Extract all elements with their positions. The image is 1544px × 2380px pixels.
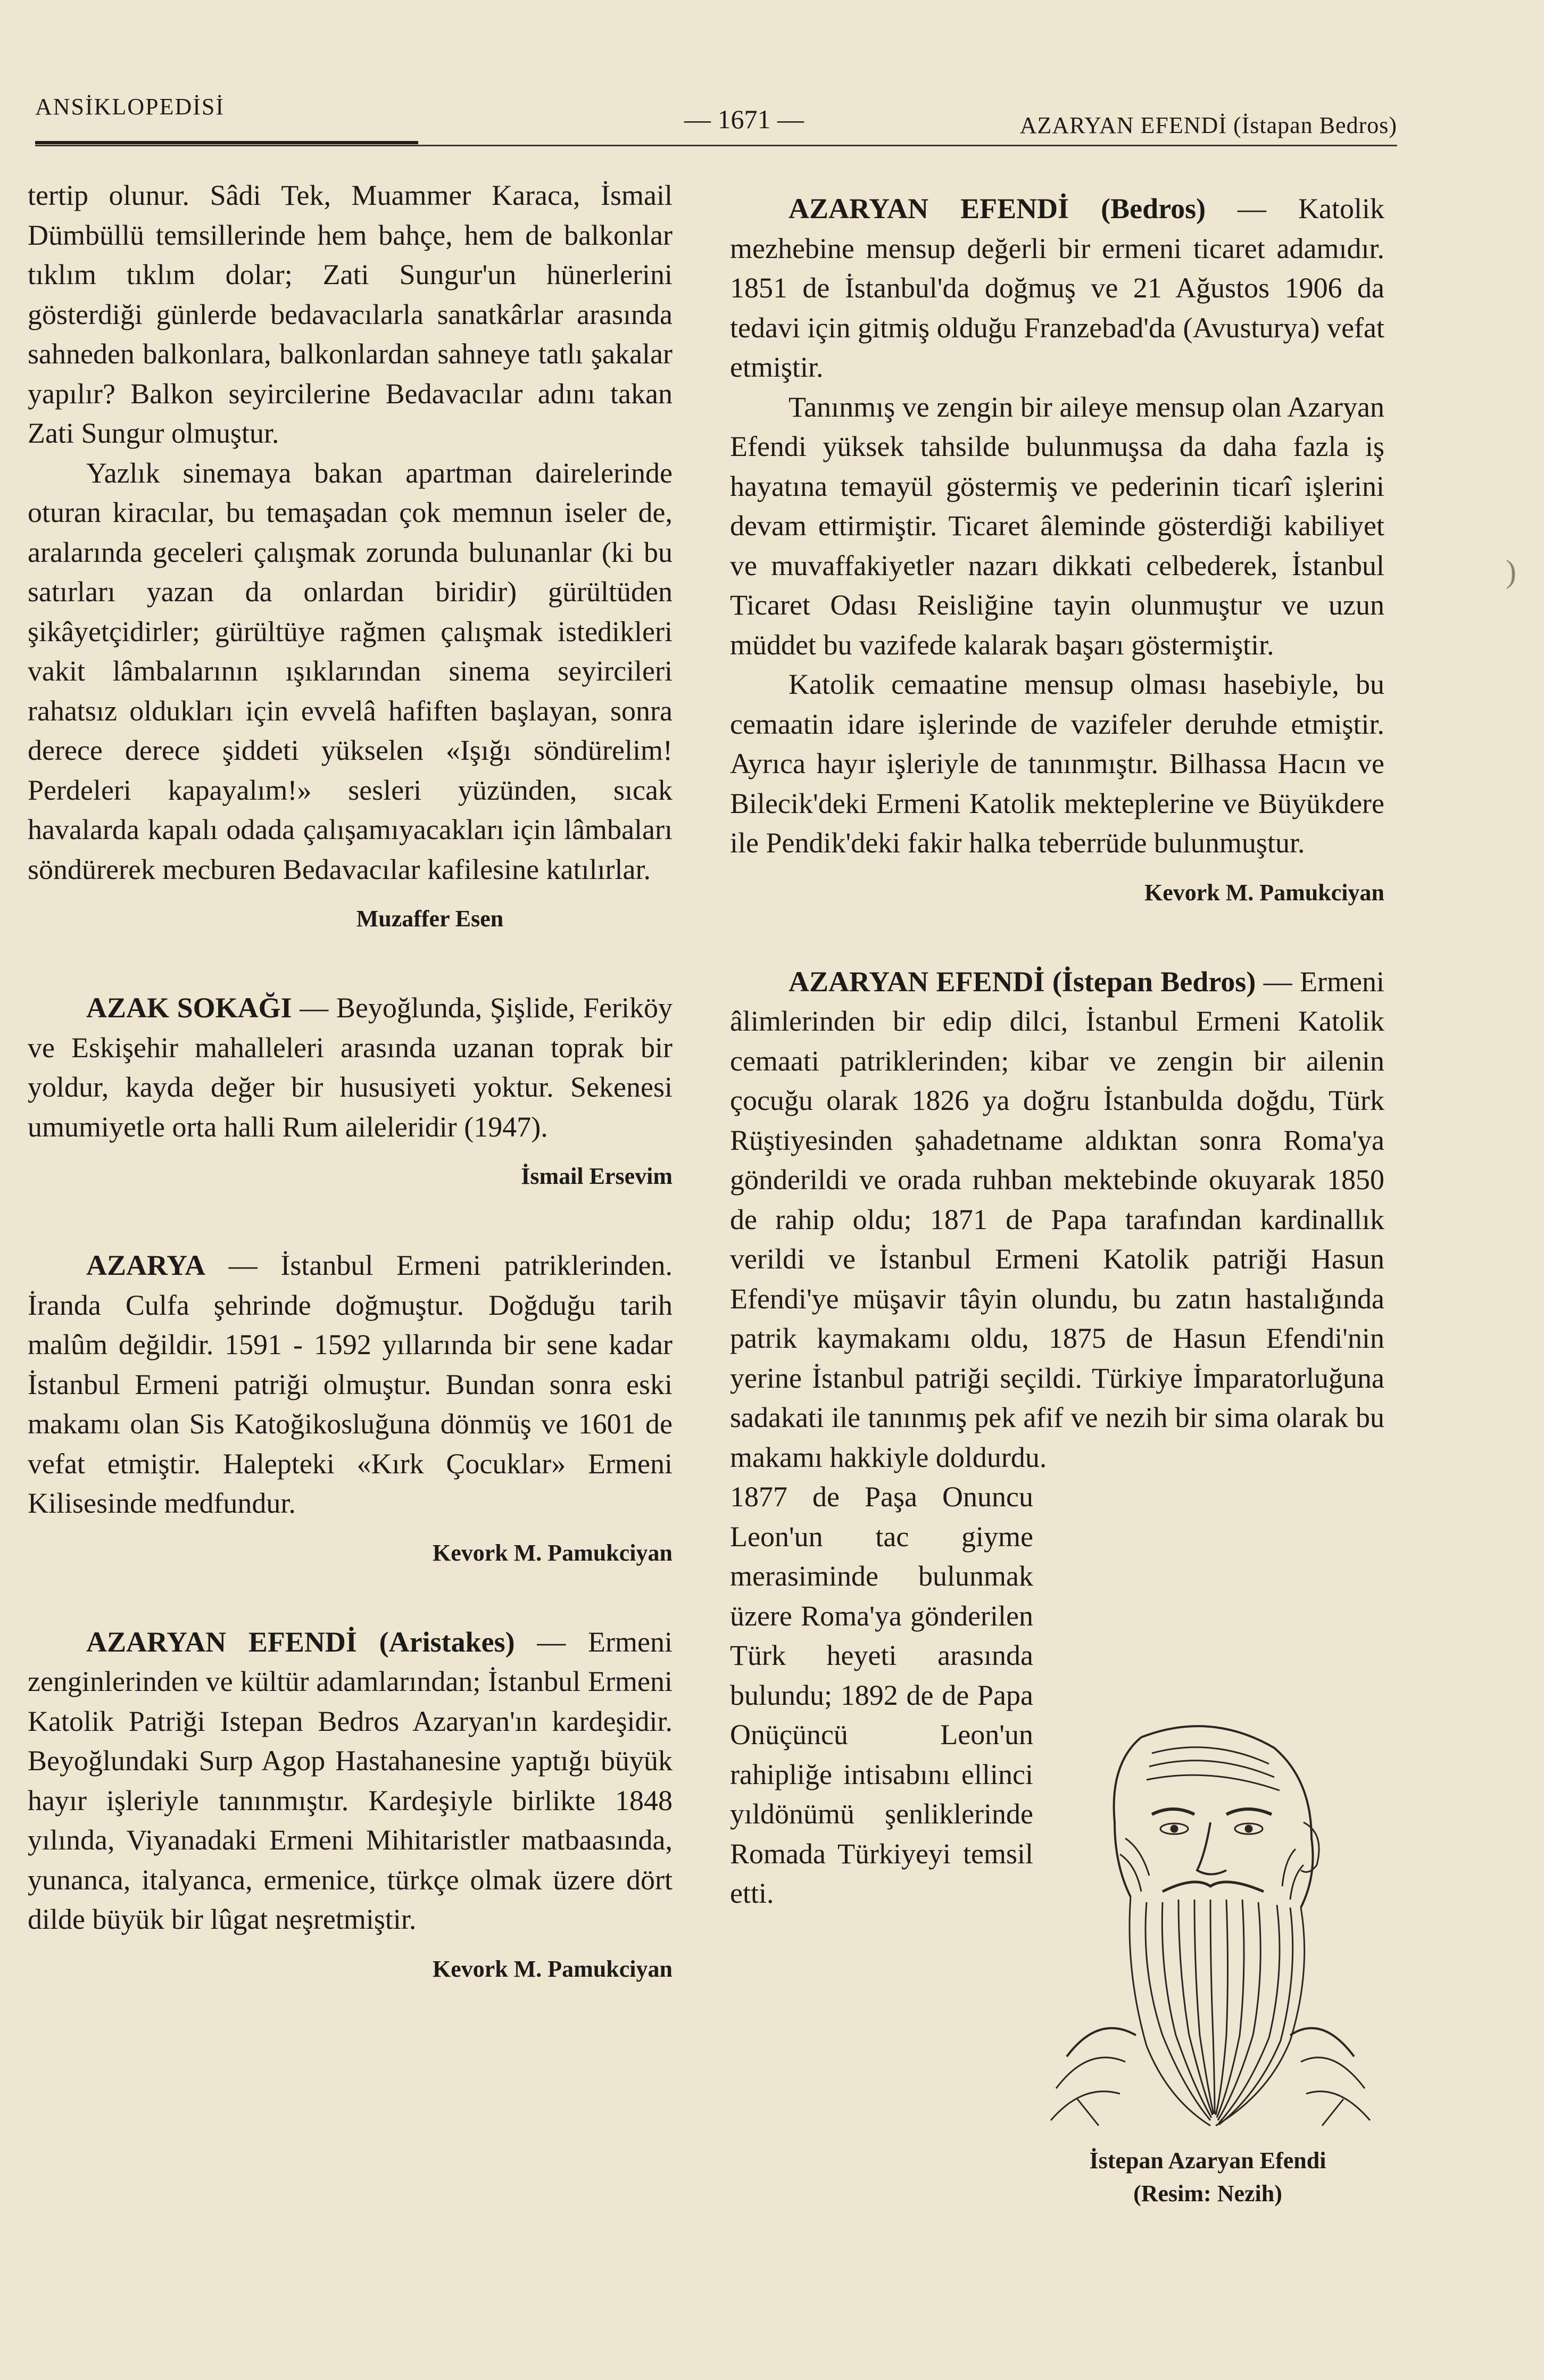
caption-name: İstepan Azaryan Efendi <box>1089 2147 1326 2174</box>
page-header <box>35 93 1397 136</box>
signature: Kevork M. Pamukciyan <box>1144 879 1384 906</box>
signature: Muzaffer Esen <box>356 906 504 932</box>
entry-title: AZAK SOKAĞI <box>86 992 292 1024</box>
paragraph-wrapped: 1877 de Paşa Onuncu Leon'un tac giyme merasiminde bulunmak üzere Roma'ya gönderilen Türk heyeti arasında bulundu; 1892 de de Papa Onüçüncü Leon'un rahipliğe intisabını ellinci yıldönümü şenliklerinde Romada Türkiyeyi temsil etti. <box>730 1481 1033 1909</box>
signature: Kevork M. Pamukciyan <box>433 1955 673 1982</box>
paragraph: Katolik cemaatine mensup olması hasebiyle, bu cemaatin idare işlerinde de vazifeler deruhde etmiştir. Ayrıca hayır işleriyle de tanınmıştır. Bilhassa Hacın ve Bilecik'deki Ermeni Katolik mekteplerine ve Büyükdere ile Pendik'deki fakir halka teberrüde bulunmuştur. <box>730 668 1384 859</box>
header-running-title: AZARYAN EFENDİ (İstapan Bedros) <box>1019 112 1397 138</box>
signature: İsmail Ersevim <box>521 1163 673 1189</box>
entry-title: AZARYAN EFENDİ (İstepan Bedros) <box>788 965 1256 998</box>
paragraph: tertip olunur. Sâdi Tek, Muammer Karaca, İsmail Dümbüllü temsillerinde hem bahçe, hem de balkonlar tıklım tıklım dolar; Zati Sungur'un hünerlerini gösterdiği günlerde bedavacılarla sanatkârlar arasında sahneden balkonlara, balkonlardan sahneye tatlı şakalar yapılır? Balkon seyircilerine Bedavacılar adını takan Zati Sungur olmuştur. <box>28 179 673 449</box>
header-encyclopedia-title: ANSİKLOPEDİSİ <box>35 94 225 120</box>
entry-text: — Ermeni zenginlerinden ve kültür adamlarından; İstanbul Ermeni Katolik Patriği Istepan Bedros Azaryan'ın kardeşidir. Beyoğlundaki Surp Agop Hastahanesine yaptığı büyük hayır işleriyle tanınmıştır. Kardeşiyle birlikte 1848 yılında, Viyanadaki Ermeni Mihitaristler matbaasında, yunanca, italyanca, ermenice, türkçe olmak üzere dört dilde büyük bir lûgat neşretmiştir. <box>28 1626 673 1935</box>
entry-azaryan-aristakes <box>28 1622 673 1939</box>
paragraph: Tanınmış ve zengin bir aileye mensup olan Azaryan Efendi yüksek tahsilde bulunmuşsa da daha fazla iş hayatına temayül göstermiş ve pederinin ticarî işlerini devam ettirmiştir. Ticaret âleminde gösterdiği kabiliyet ve muvaffakiyetler nazarı dikkati celbederek, İstanbul Ticaret Odası Reisliğine tayin olunmuştur ve uzun müddet bu vazifede kalarak başarı göstermiştir. <box>730 391 1384 661</box>
header-rule <box>35 145 1397 146</box>
entry-azaryan-bedros <box>730 189 1384 387</box>
entry-text: — Ermeni âlimlerinden bir edip dilci, İstanbul Ermeni Katolik cemaati patriklerinden; kibar ve zengin bir ailenin çocuğu olarak 1826 ya doğru İstanbulda doğdu, Türk Rüştiyesinden şahadetname aldıktan sonra Roma'ya gönderildi ve orada ruhban mektebinde okuyarak 1850 de rahip oldu; 1871 de Papa tarafından kardinallık verildi ve İstanbul Ermeni Katolik patriği Hasun Efendi'ye müşavir tâyin olundu, bu zatın hastalığında patrik kaymakamı oldu, 1875 de Hasun Efendi'nin yerine İstanbul patriği seçildi. Türkiye İmparatorluğuna sadakati ile tanınmış pek afif ve nezih bir sima olarak bu makamı hakkiyle doldurdu. <box>730 965 1384 1473</box>
signature: Kevork M. Pamukciyan <box>433 1539 673 1566</box>
paragraph: Yazlık sinemaya bakan apartman dairelerinde oturan kiracılar, bu temaşadan çok memnun iseler de, aralarında geceleri çalışmak zorunda bulunanlar (ki bu satırları yazan da onlardan biridir) gürültüden şikâyetçidirler; gürültüye rağmen çalışmak istedikleri vakit lâmbalarının ışıklarından sinema seyircileri rahatsız oldukları için evvelâ hafiften başlayan, sonra derece derece şiddeti yükselen «Işığı söndürelim! Perdeleri kapayalım!» sesleri yüzünden, sıcak havalarda kapalı odada çalışamıyacakları için lâmbaları söndürerek mecburen Bedavacılar kafilesine katılırlar. <box>28 457 673 885</box>
right-column <box>730 189 1384 1913</box>
entry-title: AZARYA <box>86 1249 206 1281</box>
page-number: — 1671 — <box>684 104 804 134</box>
entry-azaryan-istepan-bedros <box>730 962 1384 1478</box>
entry-azarya <box>28 1246 673 1523</box>
portrait-engraving <box>1035 1716 1386 2136</box>
entry-text: — Katolik mezhebine mensup değerli bir ermeni ticaret adamıdır. 1851 de İstanbul'da doğmuş ve 21 Ağustos 1906 da tedavi için gitmiş olduğu Franzebad'da (Avusturya) vefat etmiştir. <box>730 193 1384 383</box>
left-column <box>28 176 673 1985</box>
header-rule-thick <box>35 141 418 144</box>
entry-title: AZARYAN EFENDİ (Aristakes) <box>86 1626 515 1658</box>
entry-title: AZARYAN EFENDİ (Bedros) <box>788 193 1206 225</box>
caption-credit: (Resim: Nezih) <box>1133 2180 1282 2207</box>
margin-mark: ) <box>1506 554 1516 589</box>
portrait-caption <box>1037 2144 1378 2210</box>
entry-text: — Beyoğlunda, Şişlide, Feriköy ve Eskişehir mahalleleri arasında uzanan toprak bir yoldur, kayda değer bir hususiyeti yoktur. Sekenesi umumiyetle orta halli Rum aileleridir (1947). <box>28 992 673 1143</box>
entry-azak-sokagi <box>28 988 673 1147</box>
entry-text: — İstanbul Ermeni patriklerinden. İranda Culfa şehrinde doğmuştur. Doğduğu tarih malûm değildir. 1591 - 1592 yıllarında bir sene kadar İstanbul Ermeni patriği olmuştur. Bundan sonra eski makamı olan Sis Katoğikosluğuna dönmüş ve 1601 de vefat etmiştir. Halepteki «Kırk Çocuklar» Ermeni Kilisesinde medfundur. <box>28 1249 673 1519</box>
